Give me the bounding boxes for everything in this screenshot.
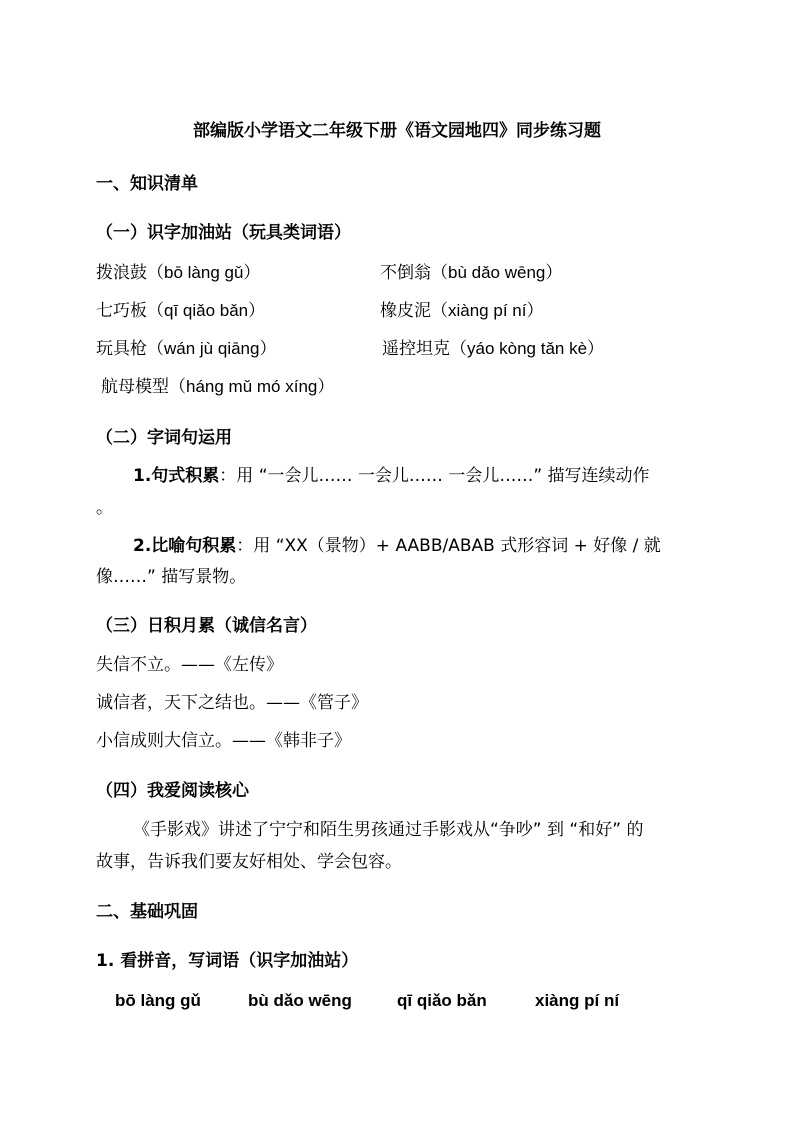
subsection-heading-usage: （二）字词句运用 bbox=[96, 428, 232, 448]
pinyin-prompt: bù dǎo wēng bbox=[248, 991, 352, 1010]
word-text: 遥控坦克 bbox=[382, 339, 450, 359]
usage-item-2-continuation: 像……” 描写景物。 bbox=[96, 567, 247, 587]
section-heading-basics: 二、基础巩固 bbox=[96, 902, 198, 922]
pinyin-prompt: qī qiǎo bǎn bbox=[397, 991, 487, 1010]
word-pinyin: （qī qiǎo bǎn） bbox=[147, 301, 266, 320]
quote-item: 失信不立。——《左传》 bbox=[96, 655, 283, 675]
usage-item-1-continuation: 。 bbox=[96, 498, 113, 518]
usage-item-1-text: ：用 “一会儿…… 一会儿…… 一会儿……” 描写连续动作 bbox=[219, 466, 650, 486]
usage-item-1 bbox=[133, 465, 650, 487]
page-title: 部编版小学语文二年级下册《语文园地四》同步练习题 bbox=[193, 121, 601, 141]
word-pinyin: （yáo kòng tǎn kè） bbox=[450, 339, 605, 358]
quote-item: 小信成则大信立。——《韩非子》 bbox=[96, 731, 351, 751]
word-item bbox=[382, 338, 604, 360]
word-pinyin: （xiàng pí ní） bbox=[431, 301, 544, 320]
word-text: 橡皮泥 bbox=[380, 301, 431, 321]
word-item bbox=[101, 376, 334, 398]
word-pinyin: （wán jù qiāng） bbox=[147, 339, 277, 358]
question-1-heading: 1. 看拼音，写词语（识字加油站） bbox=[96, 951, 359, 971]
word-pinyin: （bù dǎo wēng） bbox=[431, 263, 563, 282]
section-heading-knowledge: 一、知识清单 bbox=[96, 174, 198, 194]
word-item bbox=[96, 300, 265, 322]
quote-item: 诚信者，天下之结也。——《管子》 bbox=[96, 693, 368, 713]
subsection-heading-reading: （四）我爱阅读核心 bbox=[96, 781, 249, 801]
word-text: 航母模型 bbox=[101, 377, 169, 397]
word-pinyin: （háng mǔ mó xíng） bbox=[169, 377, 335, 396]
usage-item-1-label: 1.句式积累 bbox=[133, 466, 220, 486]
usage-item-2-label: 2.比喻句积累 bbox=[133, 536, 237, 556]
word-pinyin: （bō làng gǔ） bbox=[147, 263, 261, 282]
pinyin-prompt: bō làng gǔ bbox=[115, 991, 201, 1010]
reading-summary-line-2: 故事，告诉我们要友好相处、学会包容。 bbox=[96, 852, 402, 872]
word-text: 七巧板 bbox=[96, 301, 147, 321]
usage-item-2 bbox=[133, 535, 661, 557]
word-item bbox=[380, 300, 543, 322]
word-text: 不倒翁 bbox=[380, 263, 431, 283]
word-text: 拨浪鼓 bbox=[96, 263, 147, 283]
pinyin-prompt: xiàng pí ní bbox=[535, 991, 620, 1010]
word-text: 玩具枪 bbox=[96, 339, 147, 359]
word-item bbox=[96, 338, 276, 360]
subsection-heading-quotes: （三）日积月累（诚信名言） bbox=[96, 616, 317, 636]
usage-item-2-text: ：用 “XX（景物）+ AABB/ABAB 式形容词 + 好像 / 就 bbox=[236, 536, 661, 556]
word-item bbox=[96, 262, 260, 284]
word-item bbox=[380, 262, 562, 284]
subsection-heading-literacy: （一）识字加油站（玩具类词语） bbox=[96, 223, 351, 243]
reading-summary-line-1: 《手影戏》讲述了宁宁和陌生男孩通过手影戏从“争吵” 到 “和好” 的 bbox=[133, 820, 644, 840]
